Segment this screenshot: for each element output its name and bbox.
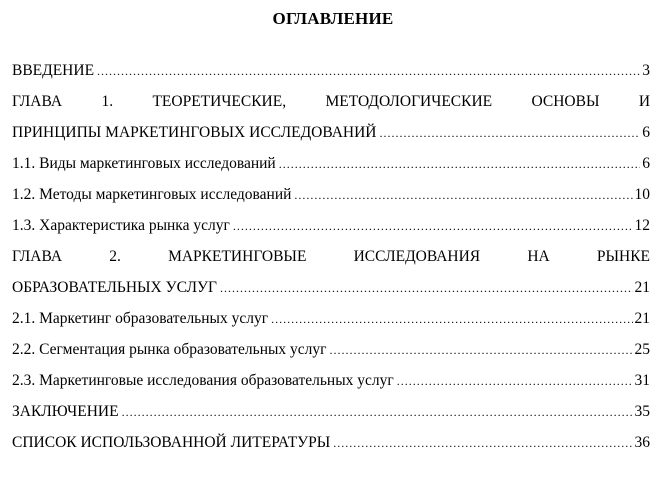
toc-entry-title: СПИСОК ИСПОЛЬЗОВАННОЙ ЛИТЕРАТУРЫ xyxy=(12,434,331,451)
toc-entry-section-2-3 xyxy=(12,365,650,396)
toc-entry-bibliography xyxy=(12,427,650,458)
toc-entry-section-1-1 xyxy=(12,148,650,179)
toc-page-number: 36 xyxy=(634,434,650,451)
toc-leader-dots xyxy=(97,56,640,87)
toc-entry-title: 2.3. Маркетинговые исследования образовательных услуг xyxy=(12,372,394,389)
toc-entry-title: 1.3. Характеристика рынка услуг xyxy=(12,217,230,234)
toc-page-number: 6 xyxy=(642,155,650,172)
toc-page-number: 21 xyxy=(634,279,650,296)
toc-page-number: 10 xyxy=(634,186,650,203)
toc-leader-dots xyxy=(122,397,633,428)
toc-entry-title: ПРИНЦИПЫ МАРКЕТИНГОВЫХ ИССЛЕДОВАНИЙ xyxy=(12,124,377,141)
toc-leader-dots xyxy=(333,428,632,459)
toc-page-number: 6 xyxy=(642,124,650,141)
table-of-contents xyxy=(12,55,650,458)
toc-entry-title: 2.1. Маркетинг образовательных услуг xyxy=(12,310,269,327)
toc-entry-title: 1.2. Методы маркетинговых исследований xyxy=(12,186,292,203)
toc-entry-section-2-1 xyxy=(12,303,650,334)
toc-leader-dots xyxy=(220,273,633,304)
toc-leader-dots xyxy=(271,304,632,335)
toc-entry-section-1-3 xyxy=(12,210,650,241)
toc-entry-section-2-2 xyxy=(12,334,650,365)
toc-entry-title: ЗАКЛЮЧЕНИЕ xyxy=(12,403,119,420)
toc-entry-introduction xyxy=(12,55,650,86)
toc-entry-title: 1.1. Виды маркетинговых исследований xyxy=(12,155,276,172)
toc-entry-chapter-2 xyxy=(12,241,650,303)
toc-entry-title: 2.2. Сегментация рынка образовательных услуг xyxy=(12,341,327,358)
toc-entry-title-line-1: ГЛАВА 1. ТЕОРЕТИЧЕСКИЕ, МЕТОДОЛОГИЧЕСКИЕ ОСНОВЫ И xyxy=(12,93,650,110)
toc-entry-title: ОБРАЗОВАТЕЛЬНЫХ УСЛУГ xyxy=(12,279,217,296)
toc-entry-title: ВВЕДЕНИЕ xyxy=(12,62,95,79)
toc-leader-dots xyxy=(380,118,641,149)
toc-entry-section-1-2 xyxy=(12,179,650,210)
toc-leader-dots xyxy=(330,335,633,366)
toc-page-number: 31 xyxy=(634,372,650,389)
toc-page-number: 21 xyxy=(634,310,650,327)
toc-page-number: 25 xyxy=(634,341,650,358)
toc-entry-title-line-1: ГЛАВА 2. МАРКЕТИНГОВЫЕ ИССЛЕДОВАНИЯ НА РЫНКЕ xyxy=(12,248,650,265)
toc-page-number: 3 xyxy=(642,62,650,79)
toc-leader-dots xyxy=(233,211,633,242)
toc-leader-dots xyxy=(279,149,641,180)
toc-entry-chapter-1 xyxy=(12,86,650,148)
toc-entry-conclusion xyxy=(12,396,650,427)
toc-leader-dots xyxy=(397,366,633,397)
toc-title: ОГЛАВЛЕНИЕ xyxy=(272,9,394,28)
toc-page-number: 12 xyxy=(634,217,650,234)
toc-leader-dots xyxy=(294,180,632,211)
toc-page-number: 35 xyxy=(634,403,650,420)
